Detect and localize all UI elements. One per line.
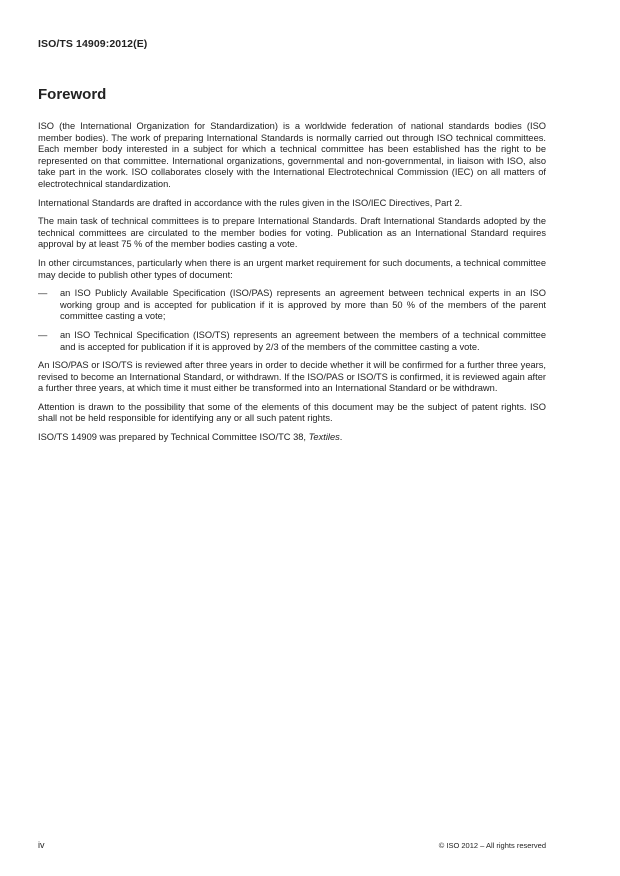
list-item-text: an ISO Technical Specification (ISO/TS) represents an agreement between the members of a technical committee and is accepted for publication if it is approved by 2/3 of the members of the committee casting a vote. [60, 329, 546, 352]
paragraph-drafting-rules: International Standards are drafted in accordance with the rules given in the ISO/IEC Directives, Part 2. [38, 197, 463, 208]
document-id: ISO/TS 14909:2012(E) [38, 38, 148, 50]
paragraph-iso-intro: ISO (the International Organization for Standardization) is a worldwide federation of national standards bodies (ISO member bodies). The work of preparing International Standards is normally carried out through ISO technical committees. Each member body interested in a subject for which a technical committee has been established has the right to be represented on that committee. International organizations, governmental and non-governmental, in liaison with ISO, also take part in the work. ISO collaborates closely with the International Electrotechnical Commission (IEC) on all matters of electrotechnical standardization. [38, 121, 546, 189]
committee-title: Textiles [308, 432, 340, 443]
prepared-by-end: . [339, 432, 343, 443]
foreword-body [38, 121, 546, 451]
copyright-notice: © ISO 2012 – All rights reserved [438, 841, 546, 850]
paragraph-main-task: The main task of technical committees is to prepare International Standards. Draft International Standards adopted by the technical committees are circulated to the member bodies for voting. Publication as an International Standard requires approval by at least 75 % of the member bodies casting a vote. [38, 216, 546, 250]
list-item-iso-ts [38, 330, 546, 353]
page-number: iv [38, 840, 45, 850]
list-item-iso-pas [38, 288, 546, 323]
paragraph-review: An ISO/PAS or ISO/TS is reviewed after three years in order to decide whether it will be confirmed for a further three years, revised to become an International Standard, or withdrawn. If the ISO/PAS or ISO/TS is confirmed, it is reviewed again after a further three years, at which time it must either be transformed into an International Standard or be withdrawn. [38, 360, 546, 394]
paragraph-prepared-by [38, 432, 546, 444]
paragraph-other-circumstances: In other circumstances, particularly when there is an urgent market requirement for such documents, a technical committee may decide to publish other types of document: [38, 257, 546, 280]
prepared-by-text: ISO/TS 14909 was prepared by Technical Committee ISO/TC 38, [38, 432, 309, 443]
list-item-text: an ISO Publicly Available Specification (ISO/PAS) represents an agreement between technical experts in an ISO working group and is accepted for publication if it is approved by more than 50 % of the members of the parent committee casting a vote; [60, 288, 546, 322]
foreword-heading: Foreword [38, 86, 107, 103]
paragraph-patent-rights: Attention is drawn to the possibility that some of the elements of this document may be the subject of patent rights. ISO shall not be held responsible for identifying any or all such patent rights. [38, 401, 546, 424]
list-dash: — [38, 329, 48, 340]
list-dash: — [38, 288, 48, 299]
